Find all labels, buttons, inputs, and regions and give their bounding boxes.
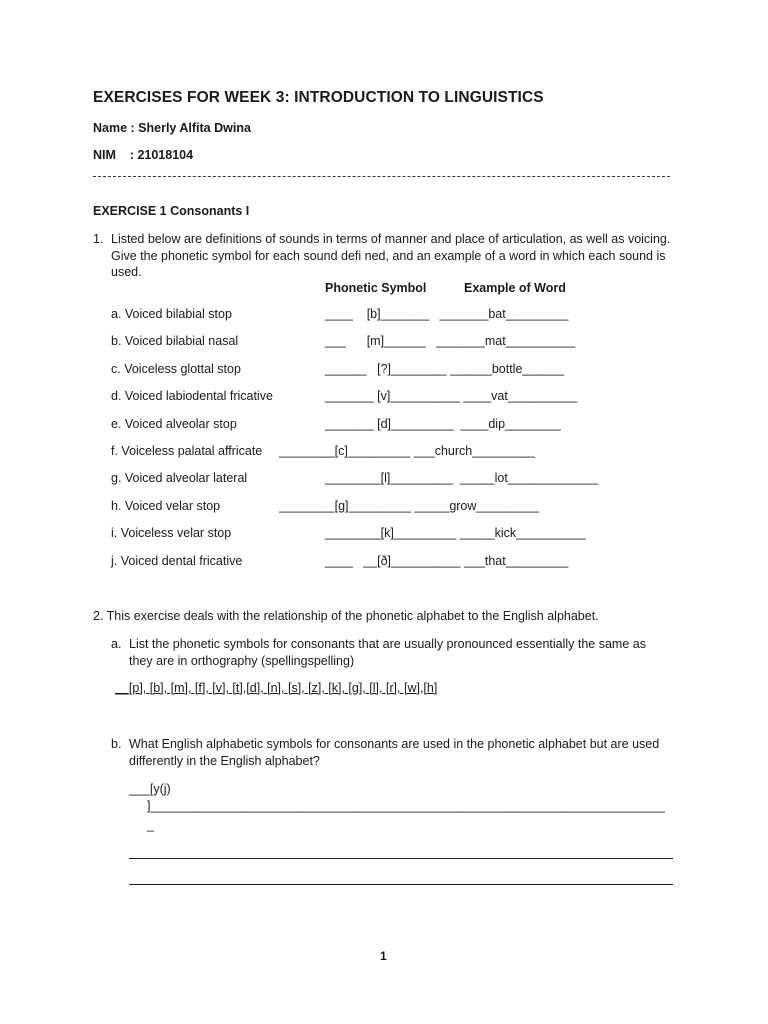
answer-blank-line-2	[129, 884, 673, 885]
row-label: g. Voiced alveolar lateral	[111, 471, 248, 485]
question-2-intro: 2. This exercise deals with the relationship of the phonetic alphabet to the English alphabet.	[93, 609, 599, 623]
row-answer: _______ [v]__________ ____vat__________	[325, 389, 578, 403]
question-2a-text: List the phonetic symbols for consonants that are usually pronounced essentially the same as they are in orthography (spellingspelling)	[129, 637, 646, 668]
question-2b	[111, 736, 671, 769]
row-answer: ________[k]_________ _____kick__________	[325, 526, 586, 540]
row-label: h. Voiced velar stop	[111, 499, 221, 513]
question-2b-answer-line-3: _	[147, 818, 154, 832]
row-label: e. Voiced alveolar stop	[111, 417, 237, 431]
question-1	[93, 231, 673, 281]
row-answer: ___ [m]______ _______mat__________	[325, 334, 576, 348]
question-2a	[111, 636, 671, 669]
row-answer: ____ [b]_______ _______bat_________	[325, 307, 569, 321]
question-2a-label: a.	[111, 637, 122, 651]
row-answer: ________[g]_________ _____grow_________	[279, 499, 539, 513]
question-2b-answer-line-2: ]__________________________________________________________________________	[147, 799, 665, 813]
row-label: j. Voiced dental fricative	[111, 554, 243, 568]
question-1-number: 1.	[93, 232, 104, 246]
row-answer: ______ [?]________ ______bottle______	[325, 362, 565, 376]
column-header-example-word: Example of Word	[464, 281, 566, 295]
question-2b-label: b.	[111, 737, 122, 751]
question-2b-answer-line-1: ___[y(j)	[129, 782, 171, 796]
row-label: f. Voiceless palatal affricate	[111, 444, 263, 458]
row-answer: _______ [d]_________ ____dip________	[325, 417, 561, 431]
answer-blank-line-1	[129, 858, 673, 859]
dashed-divider	[93, 176, 670, 177]
row-answer: ____ __[ð]__________ ___that_________	[325, 554, 569, 568]
row-label: d. Voiced labiodental fricative	[111, 389, 273, 403]
student-nim: NIM : 21018104	[93, 148, 194, 162]
row-label: i. Voiceless velar stop	[111, 526, 232, 540]
row-label: c. Voiceless glottal stop	[111, 362, 241, 376]
exercise-heading: EXERCISE 1 Consonants I	[93, 204, 250, 218]
question-2a-answer	[115, 681, 437, 695]
page-title: EXERCISES FOR WEEK 3: INTRODUCTION TO LINGUISTICS	[93, 89, 544, 106]
page-number: 1	[380, 949, 387, 963]
student-name: Name : Sherly Alfita Dwina	[93, 121, 251, 135]
question-1-text: Listed below are definitions of sounds in terms of manner and place of articulation, as well as voicing. Give the phonetic symbol for each sound defi ned, and an example of a word in which each sound is used.	[111, 232, 671, 279]
row-label: a. Voiced bilabial stop	[111, 307, 232, 321]
question-2a-answer-text: __[p], [b], [m], [f], [v], [t],[d], [n], [s], [z], [k], [g], [l], [r], [w],[h]	[115, 681, 438, 695]
column-header-phonetic-symbol: Phonetic Symbol	[325, 281, 427, 295]
row-answer: ________[l]_________ _____lot_____________	[325, 471, 599, 485]
question-2b-text: What English alphabetic symbols for consonants are used in the phonetic alphabet but are used differently in the English alphabet?	[129, 737, 660, 768]
row-label: b. Voiced bilabial nasal	[111, 334, 239, 348]
row-answer: ________[c]_________ ___church_________	[279, 444, 535, 458]
